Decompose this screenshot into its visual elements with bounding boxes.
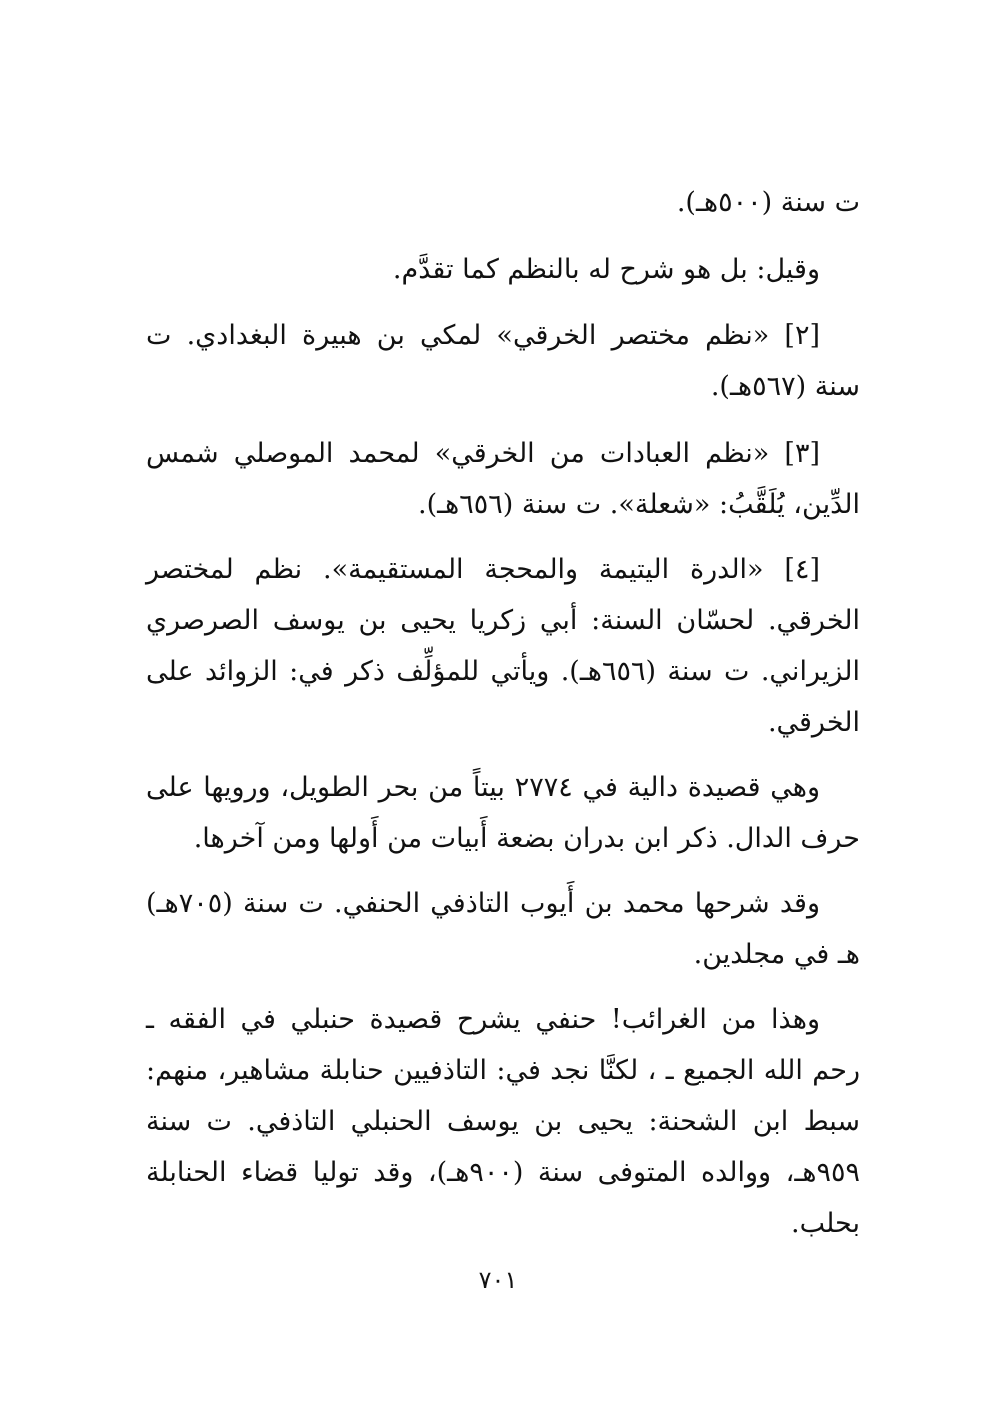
paragraph-text: [٤] «الدرة اليتيمة والمحجة المستقيمة». نظم لمختصر الخرقي. لحسّان السنة: أبي زكريا يحيى بن يوسف الصرصري الزيراني. ت سنة (٦٥٦هـ). ويأتي للمؤلِّف ذكر في: الزوائد على الخرقي. [146,554,860,738]
paragraph-text: وهذا من الغرائب! حنفي يشرح قصيدة حنبلي في الفقه ـ رحم الله الجميع ـ ، لكنَّا نجد في: التاذفيين حنابلة مشاهير، منهم: سبط ابن الشحنة: يحيى بن يوسف الحنبلي التاذفي. ت سنة ٩٥٩هـ، ووالده المتوفى سنة (٩٠٠هـ)، وقد توليا قضاء الحنابلة بحلب. [146,1004,860,1239]
page-number: ٧٠١ [478,1266,518,1294]
entry-2 [146,310,860,412]
paragraph-text: ت سنة (٥٠٠هـ). [676,187,860,218]
entry-3 [146,428,860,530]
paragraph-text: وهي قصيدة دالية في ٢٧٧٤ بيتاً من بحر الطويل، ورويها على حرف الدال. ذكر ابن بدران بضعة أَبيات من أَولها ومن آخرها. [146,772,860,854]
paragraph-remark [146,994,860,1249]
paragraph-text: [٣] «نظم العبادات من الخرقي» لمحمد الموصلي شمس الدِّين، يُلَقَّبُ: «شعلة». ت سنة (٦٥٦هـ). [146,438,860,520]
paragraph-text: [٢] «نظم مختصر الخرقي» لمكي بن هبيرة البغدادي. ت سنة (٥٦٧هـ). [146,320,860,402]
paragraph-continuation [146,177,860,228]
entry-4 [146,544,860,748]
paragraph-text: وقيل: بل هو شرح له بالنظم كما تقدَّم. [392,254,820,285]
paragraph-qasida [146,762,860,864]
paragraph-commentary [146,878,860,980]
paragraph-note [146,244,860,295]
paragraph-text: وقد شرحها محمد بن أَيوب التاذفي الحنفي. ت سنة (٧٠٥هـ) هـ في مجلدين. [146,888,860,970]
